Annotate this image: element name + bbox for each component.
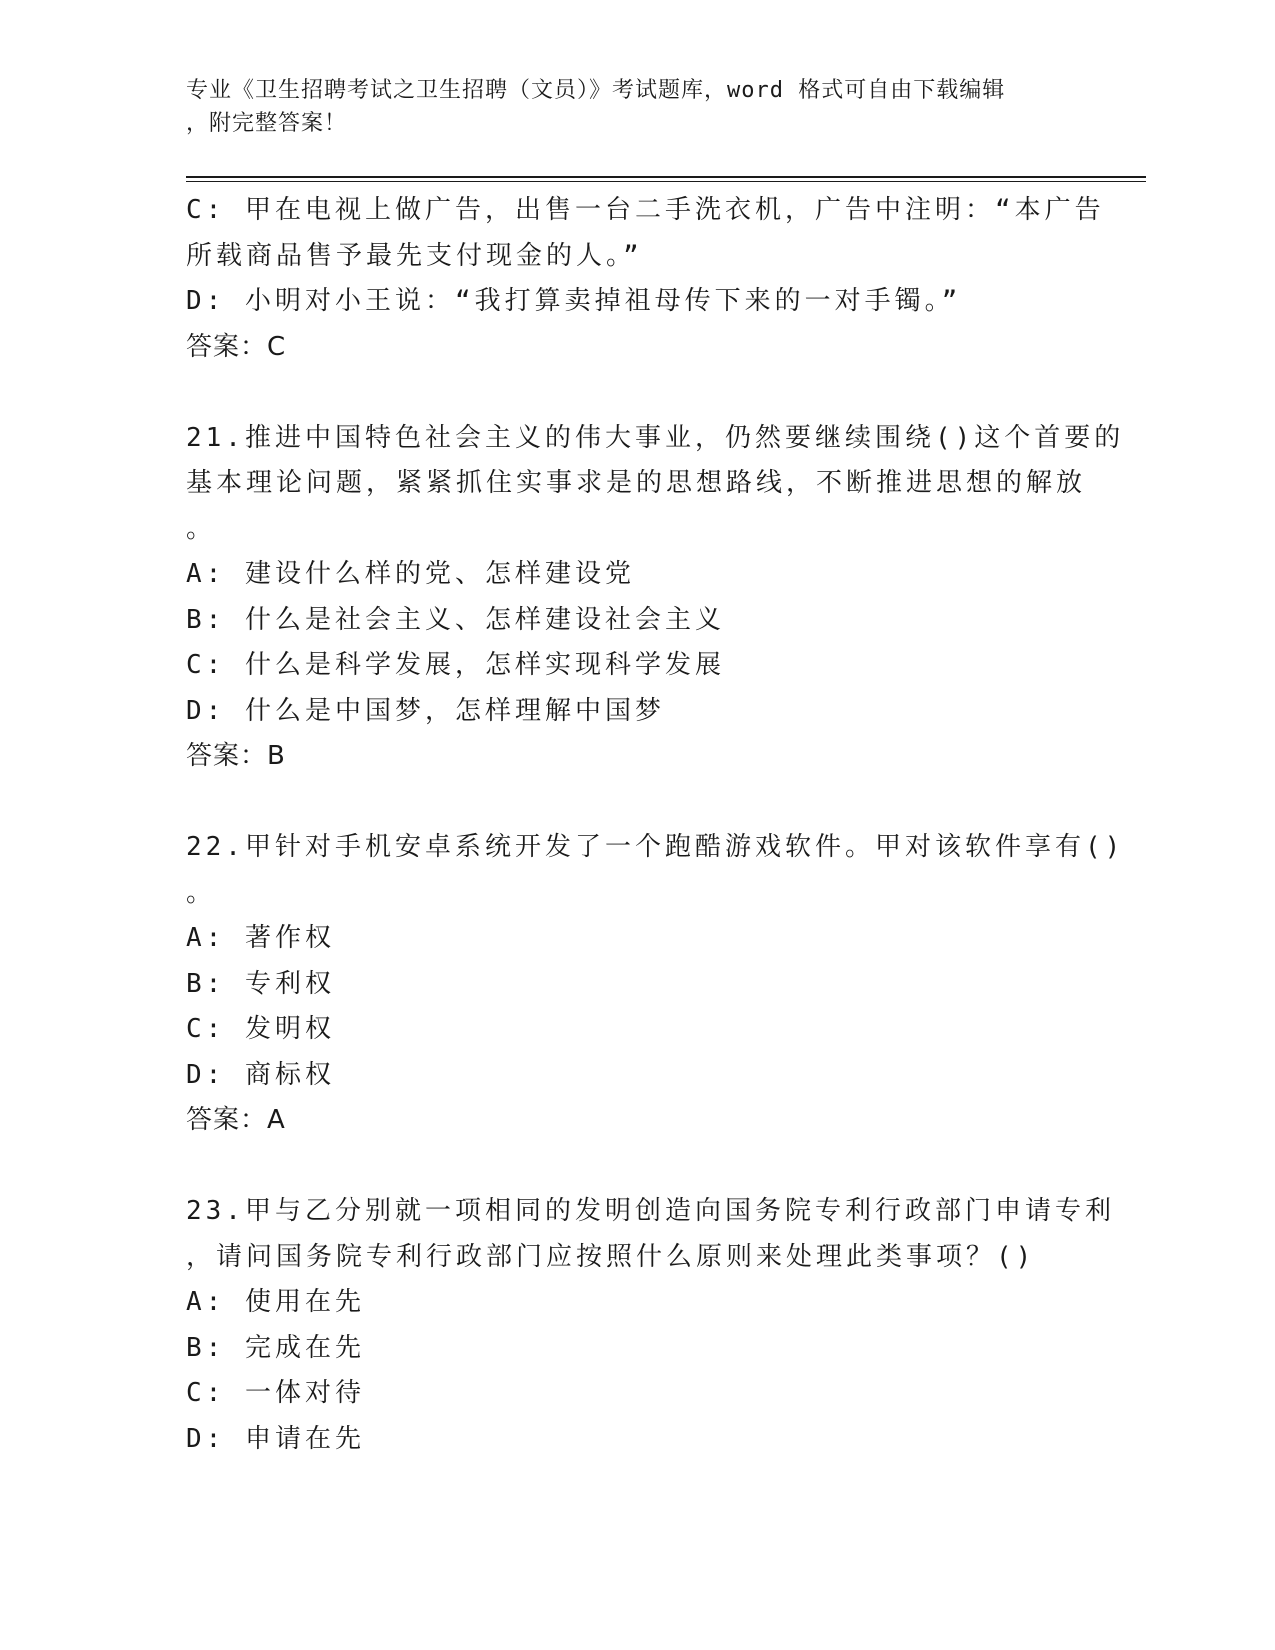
option-b: B: 什么是社会主义、怎样建设社会主义 (186, 604, 725, 635)
option-a: A: 建设什么样的党、怎样建设党 (186, 559, 635, 589)
option-c-line-1: C: 甲在电视上做广告，出售一台二手洗衣机，广告中注明：“本广告 (186, 195, 1105, 225)
question-22 (186, 825, 1125, 1144)
answer: 答案：A (186, 1105, 286, 1135)
option-c-line-2: 所载商品售予最先支付现金的人。” (186, 240, 643, 271)
spacer (186, 1144, 1086, 1190)
option-d: D: 申请在先 (186, 1423, 365, 1454)
option-c: C: 一体对待 (186, 1378, 365, 1408)
option-d: D: 商标权 (186, 1059, 335, 1090)
option-a: A: 著作权 (186, 923, 335, 953)
question-20-continued (186, 188, 1105, 370)
option-b: B: 专利权 (186, 968, 335, 999)
question-text-line-1: 23.甲与乙分别就一项相同的发明创造向国务院专利行政部门申请专利 (186, 1196, 1115, 1226)
question-list (186, 188, 1125, 1462)
question-text-line-1: 21.推进中国特色社会主义的伟大事业，仍然要继续围绕()这个首要的 (186, 422, 1125, 453)
question-text-line-3: 。 (186, 513, 217, 544)
question-21 (186, 416, 1125, 780)
header-divider-thick (186, 176, 1146, 178)
question-text-line-2: 基本理论问题，紧紧抓住实事求是的思想路线，不断推进思想的解放 (186, 468, 1087, 498)
question-text-line-2: 。 (186, 877, 217, 908)
question-text-line-2: ，请问国务院专利行政部门应按照什么原则来处理此类事项？() (186, 1241, 1036, 1272)
header-line-2: ，附完整答案！ (186, 111, 348, 136)
answer: 答案：B (186, 741, 286, 771)
option-b: B: 完成在先 (186, 1332, 365, 1363)
option-a: A: 使用在先 (186, 1287, 365, 1317)
spacer (186, 370, 1086, 416)
spacer (186, 780, 1086, 826)
option-c: C: 发明权 (186, 1014, 335, 1044)
option-d: D: 什么是中国梦，怎样理解中国梦 (186, 695, 665, 726)
option-c: C: 什么是科学发展，怎样实现科学发展 (186, 650, 725, 680)
option-d: D: 小明对小王说：“我打算卖掉祖母传下来的一对手镯。” (186, 286, 962, 316)
question-text-line-1: 22.甲针对手机安卓系统开发了一个跑酷游戏软件。甲对该软件享有() (186, 832, 1125, 862)
header-line-1: 专业《卫生招聘考试之卫生招聘（文员）》考试题库，word 格式可自由下载编辑 (186, 78, 1006, 103)
header-divider-thin (186, 181, 1146, 182)
question-23 (186, 1189, 1115, 1462)
answer: 答案：C (186, 331, 287, 362)
document-header (186, 74, 1066, 140)
